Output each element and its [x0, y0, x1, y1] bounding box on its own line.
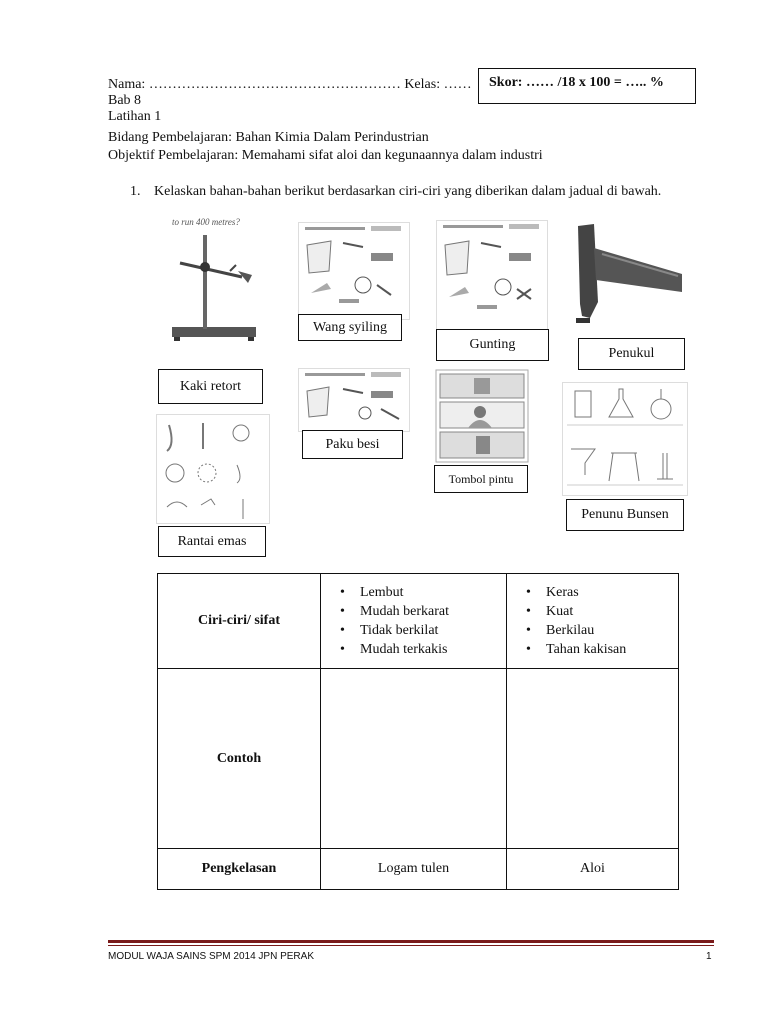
trait-item: • Mudah berkarat [340, 602, 505, 621]
label-wang-syiling: Wang syiling [298, 314, 402, 341]
pure-metal-class: Logam tulen [321, 849, 507, 890]
classification-table [157, 573, 679, 890]
question-1 [130, 184, 661, 200]
label-paku-besi: Paku besi [302, 430, 403, 459]
nail-worksheet-image [298, 368, 410, 432]
footer-module-title: MODUL WAJA SAINS SPM 2014 JPN PERAK [108, 951, 314, 962]
footer-rule [108, 940, 714, 943]
scissors-worksheet-image [436, 220, 548, 330]
door-knob-image [434, 368, 530, 464]
label-kaki-retort: Kaki retort [158, 369, 263, 404]
trait-item: • Berkilau [526, 621, 677, 640]
trait-item: • Tidak berkilat [340, 621, 505, 640]
traits-header: Ciri-ciri/ sifat [158, 574, 321, 669]
footer-rule-thin [108, 945, 714, 946]
trait-item: • Tahan kakisan [526, 640, 677, 659]
example-header: Contoh [158, 669, 321, 849]
hammer-image [572, 218, 684, 326]
retort-image-caption: to run 400 metres? [172, 217, 240, 227]
retort-stand-image [160, 215, 268, 355]
coin-worksheet-image [298, 222, 410, 320]
trait-item: • Kuat [526, 602, 677, 621]
pure-metal-example-cell[interactable] [321, 669, 507, 849]
score-box: Skor: …… /18 x 100 = ….. % [478, 68, 696, 104]
name-class-line: Nama: ……………………………………………… Kelas: …… [108, 77, 472, 92]
label-penukul: Penukul [578, 338, 685, 370]
pure-metal-traits-list [322, 579, 505, 663]
question-number: 1. [130, 184, 141, 199]
trait-item: • Mudah terkakis [340, 640, 505, 659]
trait-item: • Keras [526, 583, 677, 602]
chapter-label: Bab 8 [108, 93, 142, 108]
alloy-class: Aloi [507, 849, 679, 890]
learning-area: Bidang Pembelajaran: Bahan Kimia Dalam Perindustrian [108, 130, 429, 145]
label-gunting: Gunting [436, 329, 549, 361]
label-tombol-pintu: Tombol pintu [434, 465, 528, 493]
alloy-traits-list [508, 579, 677, 663]
question-text: Kelaskan bahan-bahan berikut berdasarkan ciri-ciri yang diberikan dalam jadual di bawah. [154, 184, 662, 199]
classification-header: Pengkelasan [158, 849, 321, 890]
learning-objective: Objektif Pembelajaran: Memahami sifat aloi dan kegunaannya dalam industri [108, 148, 543, 163]
label-rantai-emas: Rantai emas [158, 526, 266, 557]
pure-metal-traits-cell [321, 574, 507, 669]
exercise-label: Latihan 1 [108, 109, 162, 124]
lab-apparatus-image [562, 382, 688, 496]
label-penunu-bunsen: Penunu Bunsen [566, 499, 684, 531]
alloy-traits-cell [507, 574, 679, 669]
jewelry-image [156, 414, 270, 524]
alloy-example-cell[interactable] [507, 669, 679, 849]
page-number: 1 [706, 951, 712, 962]
trait-item: • Lembut [340, 583, 505, 602]
